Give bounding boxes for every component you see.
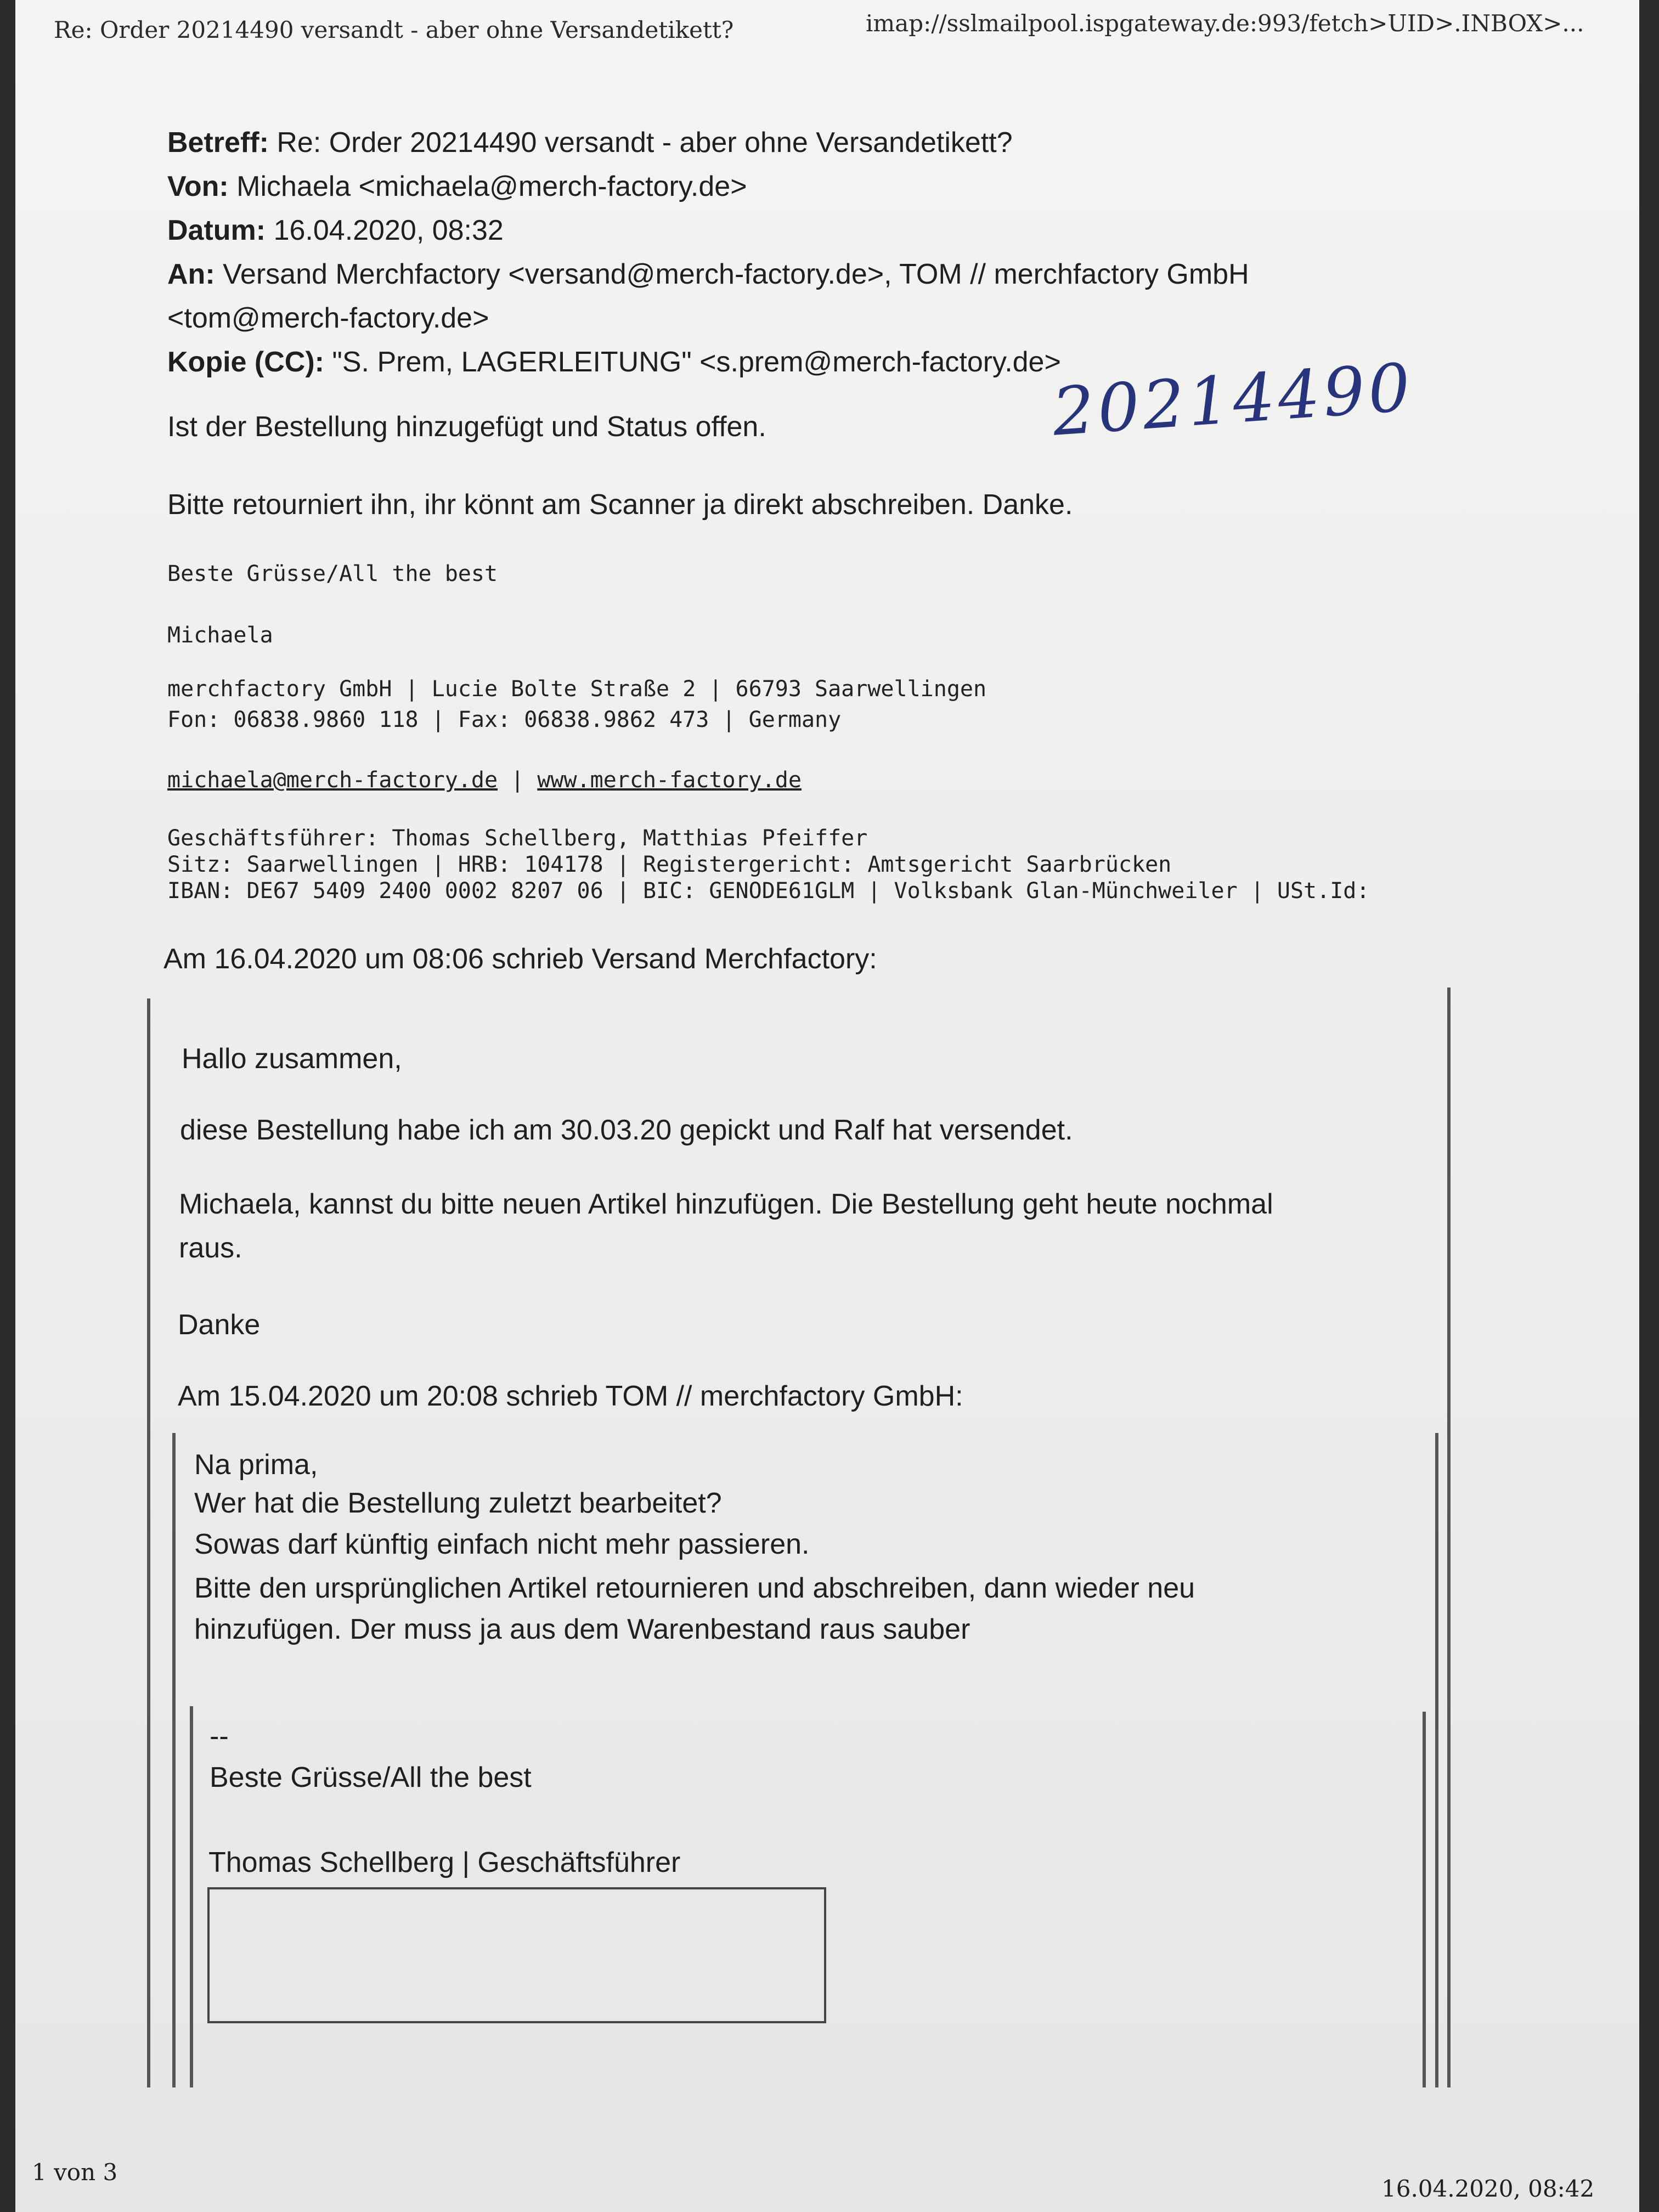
sig-managing-directors: Geschäftsführer: Thomas Schellberg, Matthias Pfeiffer xyxy=(167,826,868,851)
quote1-attribution: Am 16.04.2020 um 08:06 schrieb Versand Merchfactory: xyxy=(163,943,877,975)
sig-links xyxy=(167,765,802,795)
quote2-line-1: Na prima, xyxy=(194,1449,318,1481)
to-label: An: xyxy=(167,258,215,290)
quote1-p2b: raus. xyxy=(179,1232,242,1264)
footer-print-date: 16.04.2020, 08:42 xyxy=(1381,2175,1595,2202)
subject-value: Re: Order 20214490 versandt - aber ohne Versandetikett? xyxy=(276,127,1013,159)
date-value: 16.04.2020, 08:32 xyxy=(273,215,504,246)
body-line-1: Ist der Bestellung hinzugefügt und Status offen. xyxy=(167,411,766,443)
print-header-url: imap://sslmailpool.ispgateway.de:993/fetch>UID>.INBOX>... xyxy=(866,10,1584,37)
quote2-bar-left xyxy=(172,1433,176,2087)
body-line-2: Bitte retourniert ihn, ihr könnt am Scanner ja direkt abschreiben. Danke. xyxy=(167,489,1073,521)
subject-row xyxy=(167,121,1249,165)
quote2-line-4: Bitte den ursprünglichen Artikel retournieren und abschreiben, dann wieder neu xyxy=(194,1572,1195,1604)
quote3-greeting: Beste Grüsse/All the best xyxy=(210,1762,532,1793)
from-label: Von: xyxy=(167,171,229,202)
sig-web-link[interactable]: www.merch-factory.de xyxy=(537,768,802,793)
quote1-hello: Hallo zusammen, xyxy=(182,1043,402,1075)
quote1-bar-right xyxy=(1447,988,1451,2087)
quote3-dashes: -- xyxy=(210,1720,229,1752)
quote3-bar-right xyxy=(1423,1712,1426,2087)
quote1-thanks: Danke xyxy=(178,1309,261,1341)
date-label: Datum: xyxy=(167,215,266,246)
quote2-attribution: Am 15.04.2020 um 20:08 schrieb TOM // merchfactory GmbH: xyxy=(178,1380,963,1412)
quote2-line-2: Wer hat die Bestellung zuletzt bearbeitet? xyxy=(194,1487,722,1519)
quote3-name: Thomas Schellberg | Geschäftsführer xyxy=(208,1847,681,1878)
mail-headers xyxy=(167,121,1249,384)
date-row xyxy=(167,208,1249,252)
footer-page-number: 1 von 3 xyxy=(32,2159,118,2186)
quote2-line-5: hinzufügen. Der muss ja aus dem Warenbestand raus sauber xyxy=(194,1613,970,1645)
sig-link-separator: | xyxy=(498,768,538,793)
to-row-continued: <tom@merch-factory.de> xyxy=(167,302,489,334)
print-header-subject: Re: Order 20214490 versandt - aber ohne Versandetikett? xyxy=(54,16,734,43)
to-row xyxy=(167,252,1249,296)
subject-label: Betreff: xyxy=(167,127,269,159)
sig-phone: Fon: 06838.9860 118 | Fax: 06838.9862 473 | Germany xyxy=(167,707,842,732)
paper-sheet xyxy=(15,0,1639,2212)
from-value: Michaela <michaela@merch-factory.de> xyxy=(236,171,747,202)
quote1-p1: diese Bestellung habe ich am 30.03.20 gepickt und Ralf hat versendet. xyxy=(180,1114,1073,1146)
sig-name: Michaela xyxy=(167,623,273,648)
signature-image-placeholder xyxy=(207,1887,826,2023)
cc-value: "S. Prem, LAGERLEITUNG" <s.prem@merch-factory.de> xyxy=(332,346,1061,378)
sig-registry: Sitz: Saarwellingen | HRB: 104178 | Registergericht: Amtsgericht Saarbrücken xyxy=(167,852,1172,877)
quote2-bar-right xyxy=(1435,1433,1438,2087)
to-value: Versand Merchfactory <versand@merch-factory.de>, TOM // merchfactory GmbH xyxy=(223,258,1249,290)
quote1-bar-left xyxy=(147,998,150,2087)
quote1-p2a: Michaela, kannst du bitte neuen Artikel hinzufügen. Die Bestellung geht heute nochmal xyxy=(179,1188,1273,1220)
sig-greeting: Beste Grüsse/All the best xyxy=(167,561,498,586)
sig-email-link[interactable]: michaela@merch-factory.de xyxy=(167,768,498,793)
from-row xyxy=(167,165,1249,208)
sig-bank: IBAN: DE67 5409 2400 0002 8207 06 | BIC: GENODE61GLM | Volksbank Glan-Münchweiler | USt.Id: xyxy=(167,878,1370,904)
sig-company: merchfactory GmbH | Lucie Bolte Straße 2 | 66793 Saarwellingen xyxy=(167,676,987,702)
cc-label: Kopie (CC): xyxy=(167,346,324,378)
quote2-line-3: Sowas darf künftig einfach nicht mehr passieren. xyxy=(194,1528,810,1560)
handwritten-order-number: 20214490 xyxy=(1049,349,1416,451)
quote3-bar-left xyxy=(190,1706,193,2087)
